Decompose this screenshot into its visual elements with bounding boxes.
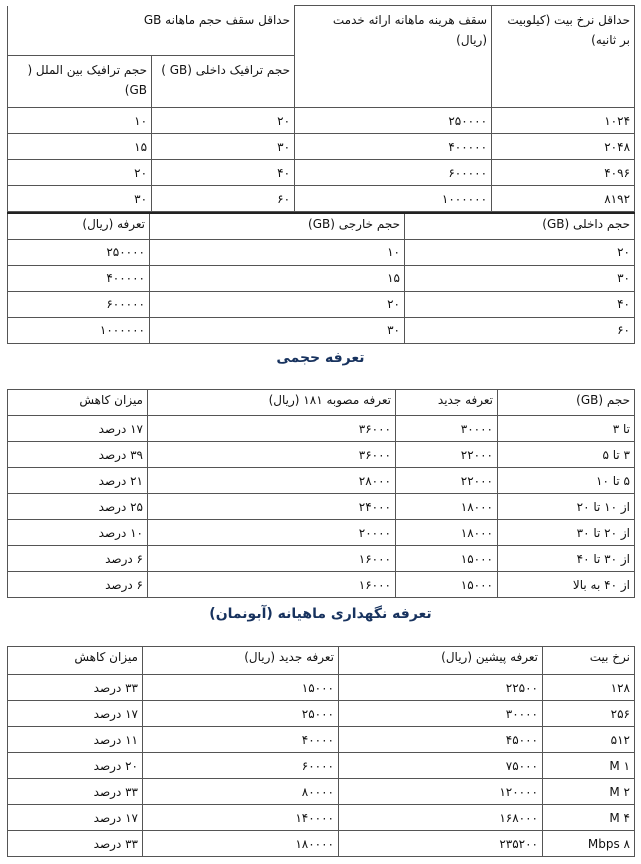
header-volume: حجم (GB) xyxy=(498,390,635,416)
cell: ۳ تا ۵ xyxy=(498,442,635,468)
cell: از ۳۰ تا ۴۰ xyxy=(498,546,635,572)
cell: ۳۰ xyxy=(405,265,635,291)
cell: ۳۳ درصد xyxy=(8,675,143,701)
cell: ۱۸۰۰۰ xyxy=(396,494,498,520)
cell: ۴ M xyxy=(543,805,635,831)
table-row xyxy=(8,753,635,779)
cell: ۲۸۰۰۰ xyxy=(148,468,396,494)
section-title-subscription: تعرفه نگهداری ماهیانه (آبونمان) xyxy=(209,606,432,622)
cell-cap: ۴۰۰۰۰۰ xyxy=(295,134,492,160)
cell: ۲ M xyxy=(543,779,635,805)
header-domestic: حجم ترافیک داخلی (GB ) xyxy=(152,56,295,108)
cell: ۱۰ درصد xyxy=(8,520,148,546)
cell: ۲۰ xyxy=(405,239,635,265)
header-reduction: میزان کاهش xyxy=(8,647,143,675)
cell: ۲۰ درصد xyxy=(8,753,143,779)
cell: ۲۵۰۰۰۰ xyxy=(8,239,150,265)
cell: ۱۷ درصد xyxy=(8,701,143,727)
header-volume-group: حداقل سقف حجم ماهانه GB xyxy=(8,6,295,56)
table-row xyxy=(8,108,635,134)
cell: از ۱۰ تا ۲۰ xyxy=(498,494,635,520)
cell-domestic: ۴۰ xyxy=(152,160,295,186)
section-title-volume: تعرفه حجمی xyxy=(276,350,365,366)
table-row xyxy=(8,265,635,291)
cell-international: ۱۵ xyxy=(8,134,152,160)
cell: ۳۰ xyxy=(150,317,405,343)
cell: ۱۷ درصد xyxy=(8,805,143,831)
cell-bitrate: ۱۰۲۴ xyxy=(492,108,635,134)
cell: ۲۵۰۰۰ xyxy=(143,701,339,727)
volume-rate-table xyxy=(7,389,635,598)
header-tariff: تعرفه (ریال) xyxy=(8,213,150,239)
cell: ۴۵۰۰۰ xyxy=(339,727,543,753)
header-new-tariff: تعرفه جدید xyxy=(396,390,498,416)
table-row xyxy=(8,291,635,317)
cell: ۴۰ xyxy=(405,291,635,317)
cell-domestic: ۲۰ xyxy=(152,108,295,134)
table-row xyxy=(8,675,635,701)
table-row xyxy=(8,160,635,186)
header-previous-tariff: تعرفه پیشین (ریال) xyxy=(339,647,543,675)
cell-international: ۲۰ xyxy=(8,160,152,186)
cell-cap: ۱۰۰۰۰۰۰ xyxy=(295,186,492,212)
cell: ۳۶۰۰۰ xyxy=(148,416,396,442)
cell: ۱۴۰۰۰۰ xyxy=(143,805,339,831)
header-foreign-volume: حجم خارجی (GB) xyxy=(150,213,405,239)
cell: ۲۴۰۰۰ xyxy=(148,494,396,520)
header-approved-tariff: تعرفه مصوبه ۱۸۱ (ریال) xyxy=(148,390,396,416)
header-international: حجم ترافیک بین الملل ( GB) xyxy=(8,56,152,108)
cell: ۲۵ درصد xyxy=(8,494,148,520)
cell: ۴۰۰۰۰۰ xyxy=(8,265,150,291)
header-bitrate: حداقل نرخ بیت (کیلوبیت بر ثانیه) xyxy=(492,6,635,108)
cell: ۱۰ xyxy=(150,239,405,265)
cell: ۱۷ درصد xyxy=(8,416,148,442)
cell: ۳۶۰۰۰ xyxy=(148,442,396,468)
table-row xyxy=(8,546,635,572)
table-row xyxy=(8,468,635,494)
table-row xyxy=(8,239,635,265)
volume-tariff-table xyxy=(7,212,635,344)
table-row xyxy=(8,805,635,831)
cell-international: ۳۰ xyxy=(8,186,152,212)
header-monthly-cap: سقف هرینه ماهانه ارائه خدمت (ریال) xyxy=(295,6,492,108)
cell-domestic: ۳۰ xyxy=(152,134,295,160)
cell: ۳۹ درصد xyxy=(8,442,148,468)
cell-international: ۱۰ xyxy=(8,108,152,134)
header-bitrate: نرخ بیت xyxy=(543,647,635,675)
cell-bitrate: ۸۱۹۲ xyxy=(492,186,635,212)
cell: ۱۵۰۰۰ xyxy=(396,546,498,572)
cell: ۳۰۰۰۰ xyxy=(396,416,498,442)
table-row xyxy=(8,317,635,343)
table-row xyxy=(8,134,635,160)
cell: ۱۲۰۰۰۰ xyxy=(339,779,543,805)
cell: ۶۰۰۰۰ xyxy=(143,753,339,779)
cell: ۲۲۰۰۰ xyxy=(396,442,498,468)
cell: ۲۵۶ xyxy=(543,701,635,727)
cell: ۲۳۵۲۰۰ xyxy=(339,831,543,857)
cell: ۶۰ xyxy=(405,317,635,343)
cell-bitrate: ۴۰۹۶ xyxy=(492,160,635,186)
cell: ۵ تا ۱۰ xyxy=(498,468,635,494)
table-row xyxy=(8,520,635,546)
cell: ۳۰۰۰۰ xyxy=(339,701,543,727)
cell: ۳۳ درصد xyxy=(8,831,143,857)
cell: ۱ M xyxy=(543,753,635,779)
table-row xyxy=(8,572,635,598)
cell: ۴۰۰۰۰ xyxy=(143,727,339,753)
bandwidth-cap-table xyxy=(7,5,635,212)
cell-cap: ۶۰۰۰۰۰ xyxy=(295,160,492,186)
cell: ۵۱۲ xyxy=(543,727,635,753)
table-row xyxy=(8,701,635,727)
header-reduction: میزان کاهش xyxy=(8,390,148,416)
cell: ۲۰۰۰۰ xyxy=(148,520,396,546)
cell: ۲۲۰۰۰ xyxy=(396,468,498,494)
cell: ۶۰۰۰۰۰ xyxy=(8,291,150,317)
cell: ۱۸۰۰۰ xyxy=(396,520,498,546)
cell: ۷۵۰۰۰ xyxy=(339,753,543,779)
cell: ۱۶۰۰۰ xyxy=(148,572,396,598)
table-row xyxy=(8,442,635,468)
cell: ۳۳ درصد xyxy=(8,779,143,805)
cell: از ۲۰ تا ۳۰ xyxy=(498,520,635,546)
table-row xyxy=(8,186,635,212)
cell: ۱۶۰۰۰ xyxy=(148,546,396,572)
table-row xyxy=(8,727,635,753)
table-row xyxy=(8,494,635,520)
cell: ۱۵ xyxy=(150,265,405,291)
subscription-tariff-table xyxy=(7,646,635,857)
cell: ۱۶۸۰۰۰ xyxy=(339,805,543,831)
cell: ۱۸۰۰۰۰ xyxy=(143,831,339,857)
cell: ۶ درصد xyxy=(8,572,148,598)
cell: ۶ درصد xyxy=(8,546,148,572)
cell: ۱۲۸ xyxy=(543,675,635,701)
cell-domestic: ۶۰ xyxy=(152,186,295,212)
cell: ۱۰۰۰۰۰۰ xyxy=(8,317,150,343)
cell: ۲۰ xyxy=(150,291,405,317)
table-row xyxy=(8,779,635,805)
header-domestic-volume: حجم داخلی (GB) xyxy=(405,213,635,239)
cell: از ۴۰ به بالا xyxy=(498,572,635,598)
table-row xyxy=(8,831,635,857)
cell: ۱۵۰۰۰ xyxy=(396,572,498,598)
cell: ۸ Mbps xyxy=(543,831,635,857)
table-row xyxy=(8,416,635,442)
cell-cap: ۲۵۰۰۰۰ xyxy=(295,108,492,134)
cell: تا ۳ xyxy=(498,416,635,442)
cell: ۱۵۰۰۰ xyxy=(143,675,339,701)
cell: ۲۲۵۰۰ xyxy=(339,675,543,701)
cell: ۱۱ درصد xyxy=(8,727,143,753)
cell: ۸۰۰۰۰ xyxy=(143,779,339,805)
cell: ۲۱ درصد xyxy=(8,468,148,494)
header-new-tariff: تعرفه جدید (ریال) xyxy=(143,647,339,675)
cell-bitrate: ۲۰۴۸ xyxy=(492,134,635,160)
